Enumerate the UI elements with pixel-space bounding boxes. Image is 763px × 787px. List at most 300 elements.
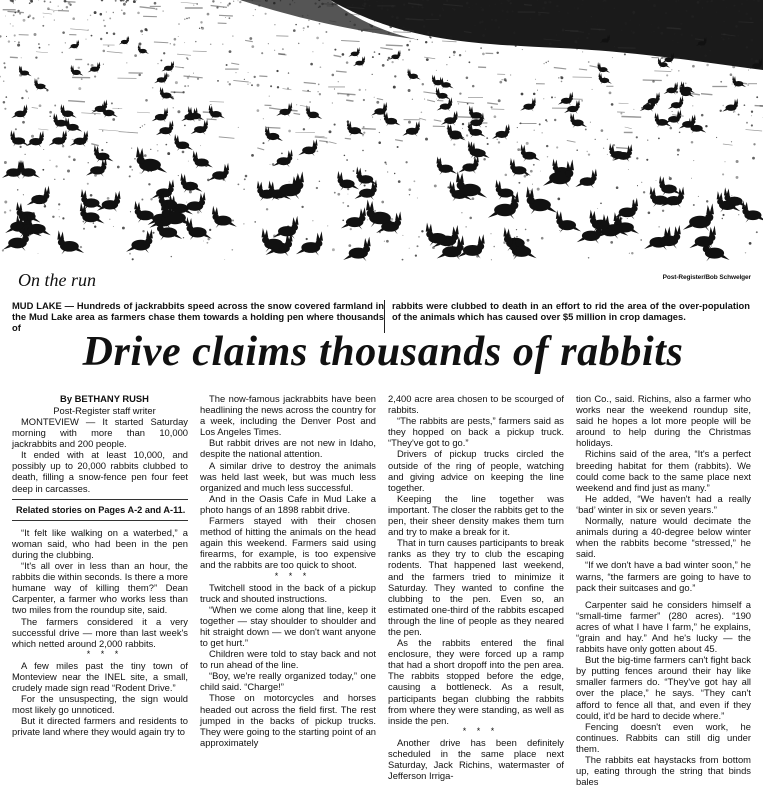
article-paragraph: That in turn causes participants to break ranks as they try to club the escaping rodents. That happened last weekend, and the farmers tried to minimize it Saturday. They wanted to confine the clubbing to the pen. Even so, an estimated one-third of the rabbits escaped through the line of people as they neared the pen. (388, 537, 564, 637)
rabbit-silhouette (337, 171, 359, 191)
rabbit-silhouette (154, 72, 167, 84)
snow-speckle (472, 9, 473, 10)
snow-speckle (586, 21, 587, 22)
snow-speckle (122, 0, 125, 1)
snow-speckle (310, 63, 313, 66)
snow-speckle (171, 256, 172, 257)
snow-speckle (85, 39, 86, 40)
snow-speckle (365, 170, 367, 172)
snow-speckle (42, 25, 44, 27)
snow-speckle (288, 130, 291, 133)
snow-speckle (62, 9, 63, 10)
snow-speckle (666, 74, 668, 76)
snow-speckle (402, 235, 403, 236)
snow-speckle (386, 163, 387, 164)
snow-speckle (142, 125, 143, 126)
snow-speckle (481, 21, 484, 24)
snow-speckle (72, 17, 75, 20)
snow-speckle (525, 229, 527, 231)
rabbit-silhouette (65, 117, 82, 132)
snow-speckle (106, 11, 107, 12)
article-paragraph: Children were told to stay back and not to run ahead of the line. (200, 648, 376, 670)
snow-speckle (446, 64, 447, 65)
snow-speckle (693, 204, 695, 206)
byline-title: Post-Register staff writer (12, 405, 188, 417)
snow-speckle (359, 89, 361, 91)
snow-speckle (243, 189, 245, 191)
snow-speckle (329, 130, 332, 133)
snow-streak (395, 140, 403, 141)
snow-speckle (398, 180, 401, 183)
snow-speckle (43, 149, 44, 150)
snow-streak (38, 129, 48, 130)
snow-speckle (543, 98, 544, 99)
snow-speckle (592, 89, 593, 90)
snow-speckle (502, 79, 503, 80)
snow-speckle (547, 156, 548, 157)
snow-speckle (422, 8, 423, 9)
snow-streak (36, 52, 48, 53)
snow-speckle (535, 79, 536, 80)
snow-speckle (42, 169, 44, 171)
snow-speckle (574, 40, 577, 43)
snow-speckle (408, 49, 410, 51)
snow-speckle (352, 10, 354, 12)
snow-speckle (364, 184, 366, 186)
rabbit-silhouette (161, 61, 174, 72)
snow-speckle (449, 57, 450, 58)
snow-speckle (21, 57, 22, 58)
rabbit-silhouette (306, 105, 322, 120)
snow-speckle (23, 194, 24, 195)
snow-speckle (709, 50, 711, 52)
snow-speckle (607, 139, 608, 140)
snow-speckle (474, 25, 476, 27)
snow-speckle (658, 138, 660, 140)
snow-speckle (374, 210, 376, 212)
snow-speckle (232, 249, 234, 251)
article-paragraph: Farmers stayed with their chosen method of hitting the animals on the head again this weekend. Farmers said using firearms, for example, is too expensive and the rabbits are too quick to shoot. (200, 515, 376, 570)
snow-speckle (6, 36, 7, 37)
snow-speckle (382, 64, 385, 67)
snow-speckle (691, 178, 692, 179)
snow-speckle (145, 99, 148, 102)
snow-speckle (720, 110, 722, 112)
snow-streak (219, 15, 233, 16)
snow-speckle (376, 1, 377, 2)
snow-speckle (653, 4, 656, 7)
article-paragraph: He added, “We haven't had a really ‘bad’ winter in six or seven years.” (576, 493, 751, 515)
snow-streak (315, 136, 325, 137)
snow-speckle (32, 17, 34, 19)
snow-speckle (748, 70, 749, 71)
snow-speckle (732, 84, 733, 85)
snow-speckle (675, 0, 677, 2)
snow-speckle (517, 148, 520, 151)
rabbit-silhouette (273, 149, 293, 167)
snow-speckle (268, 43, 269, 44)
snow-speckle (461, 212, 462, 213)
article-paragraph: A similar drive to destroy the animals was held last week, but was much less organized and much less successful. (200, 460, 376, 493)
snow-speckle (723, 21, 725, 23)
rabbit-silhouette (510, 158, 531, 177)
snow-speckle (255, 9, 256, 10)
snow-speckle (123, 3, 126, 6)
snow-speckle (316, 187, 318, 189)
snow-speckle (466, 77, 469, 80)
snow-speckle (672, 7, 673, 8)
snow-speckle (48, 44, 49, 45)
rabbit-silhouette (353, 56, 365, 67)
snow-speckle (288, 72, 289, 73)
snow-speckle (292, 0, 293, 1)
snow-speckle (744, 104, 746, 106)
snow-speckle (498, 141, 500, 143)
snow-speckle (706, 1, 708, 3)
snow-speckle (53, 11, 54, 12)
snow-streak (434, 120, 442, 121)
snow-speckle (656, 180, 657, 181)
snow-speckle (210, 104, 211, 105)
snow-speckle (303, 30, 304, 31)
snow-speckle (722, 38, 724, 40)
snow-speckle (262, 142, 264, 144)
snow-speckle (374, 51, 376, 53)
snow-speckle (670, 127, 673, 130)
snow-speckle (505, 174, 508, 177)
snow-speckle (4, 66, 6, 68)
snow-speckle (220, 2, 221, 3)
snow-speckle (62, 217, 64, 219)
snow-speckle (379, 132, 380, 133)
snow-speckle (632, 11, 635, 14)
snow-speckle (73, 158, 76, 161)
snow-speckle (9, 210, 11, 212)
snow-speckle (423, 25, 426, 28)
snow-speckle (421, 112, 423, 114)
snow-speckle (542, 132, 543, 133)
rabbit-silhouette (182, 192, 206, 213)
snow-speckle (251, 154, 254, 157)
article-paragraph: For the unsuspecting, the sign would most likely go unnoticed. (12, 693, 188, 715)
rabbit-silhouette (520, 144, 540, 162)
snow-speckle (733, 5, 735, 7)
article-column-3 (388, 393, 564, 787)
article-paragraph: 2,400 acre area chosen to be scourged of rabbits. (388, 393, 564, 415)
snow-speckle (83, 228, 85, 230)
snow-speckle (624, 53, 626, 55)
column-1-top (12, 416, 188, 494)
rabbit-silhouette (689, 118, 706, 134)
snow-speckle (334, 124, 336, 126)
snow-speckle (62, 145, 64, 147)
snow-streak (621, 117, 641, 118)
photo-snowfield-rabbits (0, 0, 763, 292)
snow-speckle (527, 239, 530, 242)
snow-speckle (486, 137, 488, 139)
snow-speckle (87, 19, 88, 20)
snow-speckle (732, 65, 735, 68)
snow-speckle (641, 107, 643, 109)
snow-speckle (174, 38, 177, 41)
snow-speckle (347, 194, 348, 195)
article-paragraph: “It's all over in less than an hour, the rabbits die within seconds. Is there a more humane way of killing them?” Dean Carpenter, a farmer who works less than two miles from the roundup site, said. (12, 560, 188, 615)
snow-speckle (378, 141, 381, 144)
article-paragraph: Fencing doesn't even work, he continues. Rabbits can still dig under them. (576, 721, 751, 754)
snow-speckle (363, 132, 365, 134)
snow-speckle (188, 17, 190, 19)
snow-speckle (152, 87, 154, 89)
snow-speckle (10, 23, 11, 24)
article-paragraph: It ended with at least 10,000, and possibly up to 20,000 rabbits clubbed to death, filling a snow-fence pen four feet deep in carcasses. (12, 449, 188, 493)
snow-speckle (3, 101, 6, 104)
rabbit-silhouette (598, 72, 611, 84)
snow-speckle (491, 259, 492, 260)
snow-speckle (611, 103, 614, 106)
snow-speckle (515, 45, 517, 47)
snow-speckle (679, 132, 681, 134)
snow-speckle (481, 9, 484, 12)
snow-speckle (505, 80, 507, 82)
snow-speckle (501, 2, 503, 4)
snow-speckle (146, 29, 148, 31)
snow-speckle (499, 81, 502, 84)
snow-speckle (612, 57, 613, 58)
snow-speckle (507, 19, 508, 20)
snow-streak (424, 57, 435, 59)
snow-speckle (35, 56, 37, 58)
snow-speckle (307, 15, 308, 16)
snow-speckle (750, 17, 753, 20)
snow-speckle (39, 104, 42, 107)
snow-speckle (691, 15, 694, 18)
snow-speckle (466, 226, 467, 227)
snow-speckle (157, 63, 158, 64)
snow-speckle (94, 11, 97, 14)
rabbit-silhouette (138, 44, 149, 54)
snow-speckle (588, 33, 590, 35)
snow-speckle (148, 183, 150, 185)
snow-speckle (257, 109, 260, 112)
snow-speckle (125, 1, 127, 3)
snow-speckle (90, 15, 91, 16)
snow-speckle (425, 138, 428, 141)
snow-streak (457, 102, 474, 104)
snow-speckle (403, 3, 405, 5)
snow-speckle (301, 206, 303, 208)
snow-speckle (502, 10, 504, 12)
snow-speckle (265, 13, 267, 15)
snow-speckle (705, 125, 707, 127)
rabbit-silhouette (68, 40, 79, 50)
snow-speckle (496, 139, 498, 141)
snow-speckle (417, 245, 419, 247)
snow-speckle (397, 20, 398, 21)
snow-speckle (49, 111, 52, 114)
snow-streak (99, 130, 119, 132)
snow-speckle (711, 0, 713, 2)
article-paragraph: Twitchell stood in the back of a pickup truck and shouted instructions. (200, 582, 376, 604)
snow-speckle (544, 1, 547, 4)
snow-speckle (522, 49, 523, 50)
snow-speckle (29, 2, 31, 4)
column-2-top (200, 393, 376, 571)
snow-speckle (517, 142, 518, 143)
snow-speckle (235, 72, 236, 73)
article-column-1 (12, 393, 188, 787)
rabbit-silhouette (356, 167, 377, 186)
snow-speckle (49, 116, 50, 117)
snow-speckle (289, 3, 291, 5)
snow-speckle (38, 43, 40, 45)
snow-speckle (677, 154, 679, 156)
article-paragraph: “It felt like walking on a waterbed,” a woman said, who had been in the pen during the clubbing. (12, 527, 188, 560)
snow-speckle (363, 5, 365, 7)
rabbit-silhouette (520, 97, 536, 111)
article-paragraph: Drivers of pickup trucks circled the outside of the ring of people, watching and giving advice on keeping the line together. (388, 448, 564, 492)
snow-speckle (273, 2, 276, 5)
snow-speckle (4, 211, 6, 213)
snow-speckle (37, 77, 39, 79)
snow-streak (304, 83, 316, 84)
column-2-bottom (200, 582, 376, 748)
snow-speckle (54, 179, 55, 180)
snow-speckle (13, 14, 15, 16)
snow-speckle (475, 3, 477, 5)
snow-speckle (439, 14, 441, 16)
snow-speckle (177, 110, 180, 113)
rabbit-silhouette (191, 119, 208, 135)
snow-speckle (217, 80, 219, 82)
snow-speckle (18, 41, 20, 43)
snow-speckle (453, 51, 456, 54)
snow-speckle (388, 32, 390, 34)
snow-speckle (229, 83, 231, 85)
snow-streak (380, 48, 392, 50)
snow-speckle (637, 185, 638, 186)
rabbit-silhouette (407, 68, 420, 80)
snow-speckle (540, 171, 541, 172)
snow-speckle (432, 42, 433, 43)
snow-streak (386, 45, 403, 46)
snow-speckle (309, 101, 311, 103)
snow-speckle (91, 35, 93, 37)
snow-streak (68, 101, 85, 102)
snow-speckle (346, 159, 348, 161)
snow-speckle (101, 0, 103, 1)
rabbit-silhouette (10, 130, 28, 147)
article-paragraph: But the big-time farmers can't fight back by putting fences around their hay like smaller farmers do. “They've got hay all over the place,” he says. “They can't afford to fence all that, and even if they could, it'd be hard to decide where.” (576, 654, 751, 721)
snow-speckle (524, 175, 527, 178)
snow-speckle (620, 113, 622, 115)
snow-speckle (201, 27, 202, 28)
snow-speckle (481, 7, 482, 8)
snow-speckle (472, 5, 473, 6)
rabbit-silhouette (654, 225, 680, 249)
snow-speckle (5, 96, 7, 98)
snow-speckle (61, 52, 63, 54)
snow-speckle (20, 146, 22, 148)
snow-speckle (591, 16, 593, 18)
snow-speckle (365, 89, 366, 90)
snow-speckle (466, 134, 468, 136)
snow-speckle (376, 101, 379, 104)
snow-streak (210, 102, 224, 103)
snow-speckle (58, 6, 59, 7)
snow-speckle (140, 127, 141, 128)
snow-speckle (298, 43, 300, 45)
snow-speckle (353, 24, 356, 27)
snow-speckle (58, 209, 59, 210)
snow-speckle (31, 135, 34, 138)
snow-speckle (678, 70, 680, 72)
snow-speckle (513, 32, 516, 35)
snow-speckle (54, 105, 56, 107)
rabbit-silhouette (402, 121, 420, 137)
snow-speckle (294, 2, 295, 3)
snow-speckle (553, 37, 554, 38)
snow-streak (362, 129, 376, 130)
snow-speckle (556, 5, 559, 8)
snow-speckle (317, 150, 319, 152)
snow-speckle (182, 151, 185, 154)
rabbit-silhouette (208, 163, 229, 182)
snow-streak (393, 32, 411, 33)
snow-streak (319, 141, 327, 142)
snow-speckle (671, 69, 672, 70)
snow-speckle (184, 42, 185, 43)
snow-speckle (577, 37, 579, 39)
snow-speckle (472, 85, 475, 88)
snow-speckle (154, 2, 157, 5)
snow-speckle (506, 10, 509, 13)
snow-speckle (554, 119, 556, 121)
snow-speckle (415, 255, 417, 257)
snow-speckle (280, 0, 281, 1)
snow-speckle (537, 90, 538, 91)
rabbit-silhouette (186, 217, 212, 240)
snow-speckle (184, 125, 186, 127)
snow-speckle (746, 122, 748, 124)
snow-speckle (281, 153, 283, 155)
snow-speckle (144, 154, 147, 157)
snow-streak (245, 40, 253, 41)
snow-speckle (90, 194, 93, 197)
snow-speckle (109, 219, 110, 220)
snow-speckle (327, 2, 328, 3)
snow-streak (346, 100, 353, 101)
snow-speckle (307, 26, 309, 28)
snow-speckle (541, 237, 544, 240)
snow-speckle (274, 50, 275, 51)
snow-speckle (408, 188, 411, 191)
snow-speckle (78, 87, 81, 90)
rabbit-silhouette (180, 173, 202, 193)
rabbit-silhouette (88, 62, 101, 73)
snow-speckle (251, 84, 253, 86)
snow-speckle (123, 12, 126, 15)
snow-speckle (43, 16, 44, 17)
snow-speckle (140, 173, 141, 174)
snow-speckle (26, 91, 28, 93)
snow-streak (403, 30, 414, 31)
snow-speckle (647, 139, 648, 140)
snow-speckle (39, 47, 41, 49)
snow-speckle (672, 111, 673, 112)
snow-streak (723, 144, 733, 145)
snow-speckle (756, 96, 758, 98)
snow-speckle (163, 52, 165, 54)
